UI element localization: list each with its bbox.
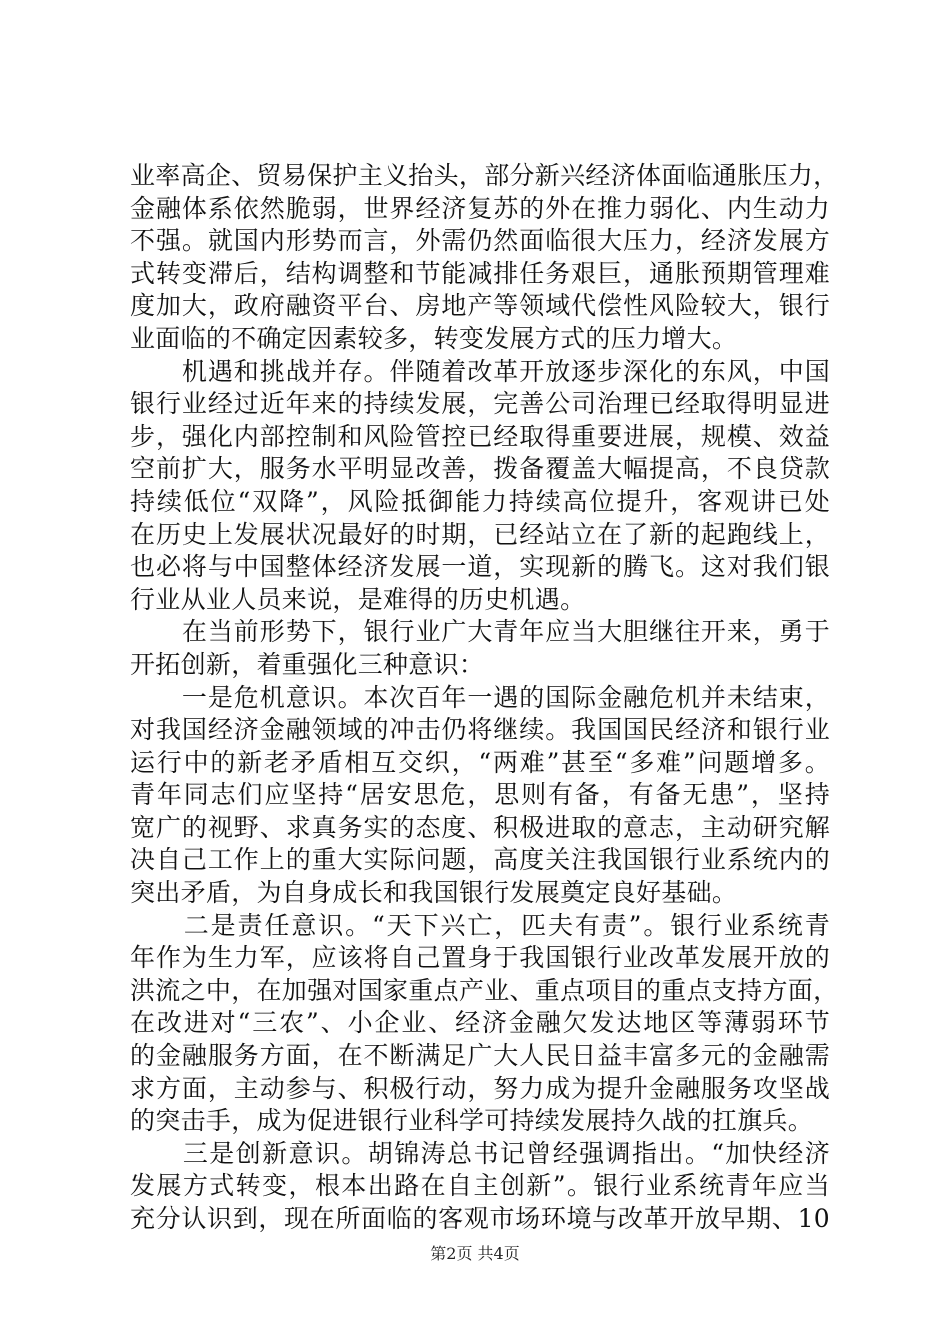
text-line: 求方面，主动参与、积极行动，努力成为提升金融服务攻坚战 xyxy=(130,1073,830,1103)
text-line: 步，强化内部控制和风险管控已经取得重要进展，规模、效益 xyxy=(130,421,830,451)
text-line: 持续低位“双降”，风险抵御能力持续高位提升，客观讲已处 xyxy=(130,486,830,516)
text-line: 开拓创新，着重强化三种意识： xyxy=(130,649,485,679)
document-body xyxy=(130,160,839,1236)
text-line: 在历史上发展状况最好的时期，已经站立在了新的起跑线上， xyxy=(130,519,830,549)
text-line: 突出矛盾，为自身成长和我国银行发展奠定良好基础。 xyxy=(130,878,738,908)
text-line: 机遇和挑战并存。伴随着改革开放逐步深化的东风，中国 xyxy=(130,356,830,386)
text-line: 行业从业人员来说，是难得的历史机遇。 xyxy=(130,584,586,614)
text-line: 充分认识到，现在所面临的客观市场环境与改革开放早期、10 xyxy=(130,1204,830,1233)
text-line: 也必将与中国整体经济发展一道，实现新的腾飞。这对我们银 xyxy=(130,552,830,582)
text-line: 对我国经济金融领域的冲击仍将继续。我国国民经济和银行业 xyxy=(130,715,830,745)
text-line: 度加大，政府融资平台、房地产等领域代偿性风险较大，银行 xyxy=(130,291,830,321)
text-line: 银行业经过近年来的持续发展，完善公司治理已经取得明显进 xyxy=(130,389,830,419)
text-line: 业率高企、贸易保护主义抬头，部分新兴经济体面临通胀压力， xyxy=(130,161,839,190)
text-line: 宽广的视野、求真务实的态度、积极进取的意志，主动研究解 xyxy=(130,812,830,842)
text-line: 业面临的不确定因素较多，转变发展方式的压力增大。 xyxy=(130,323,738,353)
page-footer: 第2页 共4页 xyxy=(430,1244,520,1263)
text-line: 的突击手，成为促进银行业科学可持续发展持久战的扛旗兵。 xyxy=(130,1106,814,1136)
text-line: 式转变滞后，结构调整和节能减排任务艰巨，通胀预期管理难 xyxy=(130,258,830,288)
text-line: 不强。就国内形势而言，外需仍然面临很大压力，经济发展方 xyxy=(130,226,830,256)
text-line: 在改进对“三农”、小企业、经济金融欠发达地区等薄弱环节 xyxy=(130,1008,830,1038)
text-line: 金融体系依然脆弱，世界经济复苏的外在推力弱化、内生动力 xyxy=(130,193,830,223)
text-line: 的金融服务方面，在不断满足广大人民日益丰富多元的金融需 xyxy=(130,1041,830,1071)
text-line: 空前扩大，服务水平明显改善，拨备覆盖大幅提高，不良贷款 xyxy=(130,454,830,484)
text-line: 年作为生力军，应该将自己置身于我国银行业改革发展开放的 xyxy=(130,943,830,973)
text-line: 三是创新意识。胡锦涛总书记曾经强调指出。“加快经济 xyxy=(130,1138,830,1168)
text-line: 发展方式转变，根本出路在自主创新”。银行业系统青年应当 xyxy=(130,1171,830,1201)
text-line: 在当前形势下，银行业广大青年应当大胆继往开来，勇于 xyxy=(130,617,830,647)
text-line: 一是危机意识。本次百年一遇的国际金融危机并未结束， xyxy=(130,682,830,712)
text-line: 运行中的新老矛盾相互交织，“两难”甚至“多难”问题增多。 xyxy=(130,747,830,777)
text-line: 洪流之中，在加强对国家重点产业、重点项目的重点支持方面， xyxy=(130,975,839,1005)
text-line: 青年同志们应坚持“居安思危，思则有备，有备无患”，坚持 xyxy=(130,780,830,810)
text-line: 决自己工作上的重大实际问题，高度关注我国银行业系统内的 xyxy=(130,845,830,875)
text-line: 二是责任意识。“天下兴亡，匹夫有责”。银行业系统青 xyxy=(130,910,830,940)
